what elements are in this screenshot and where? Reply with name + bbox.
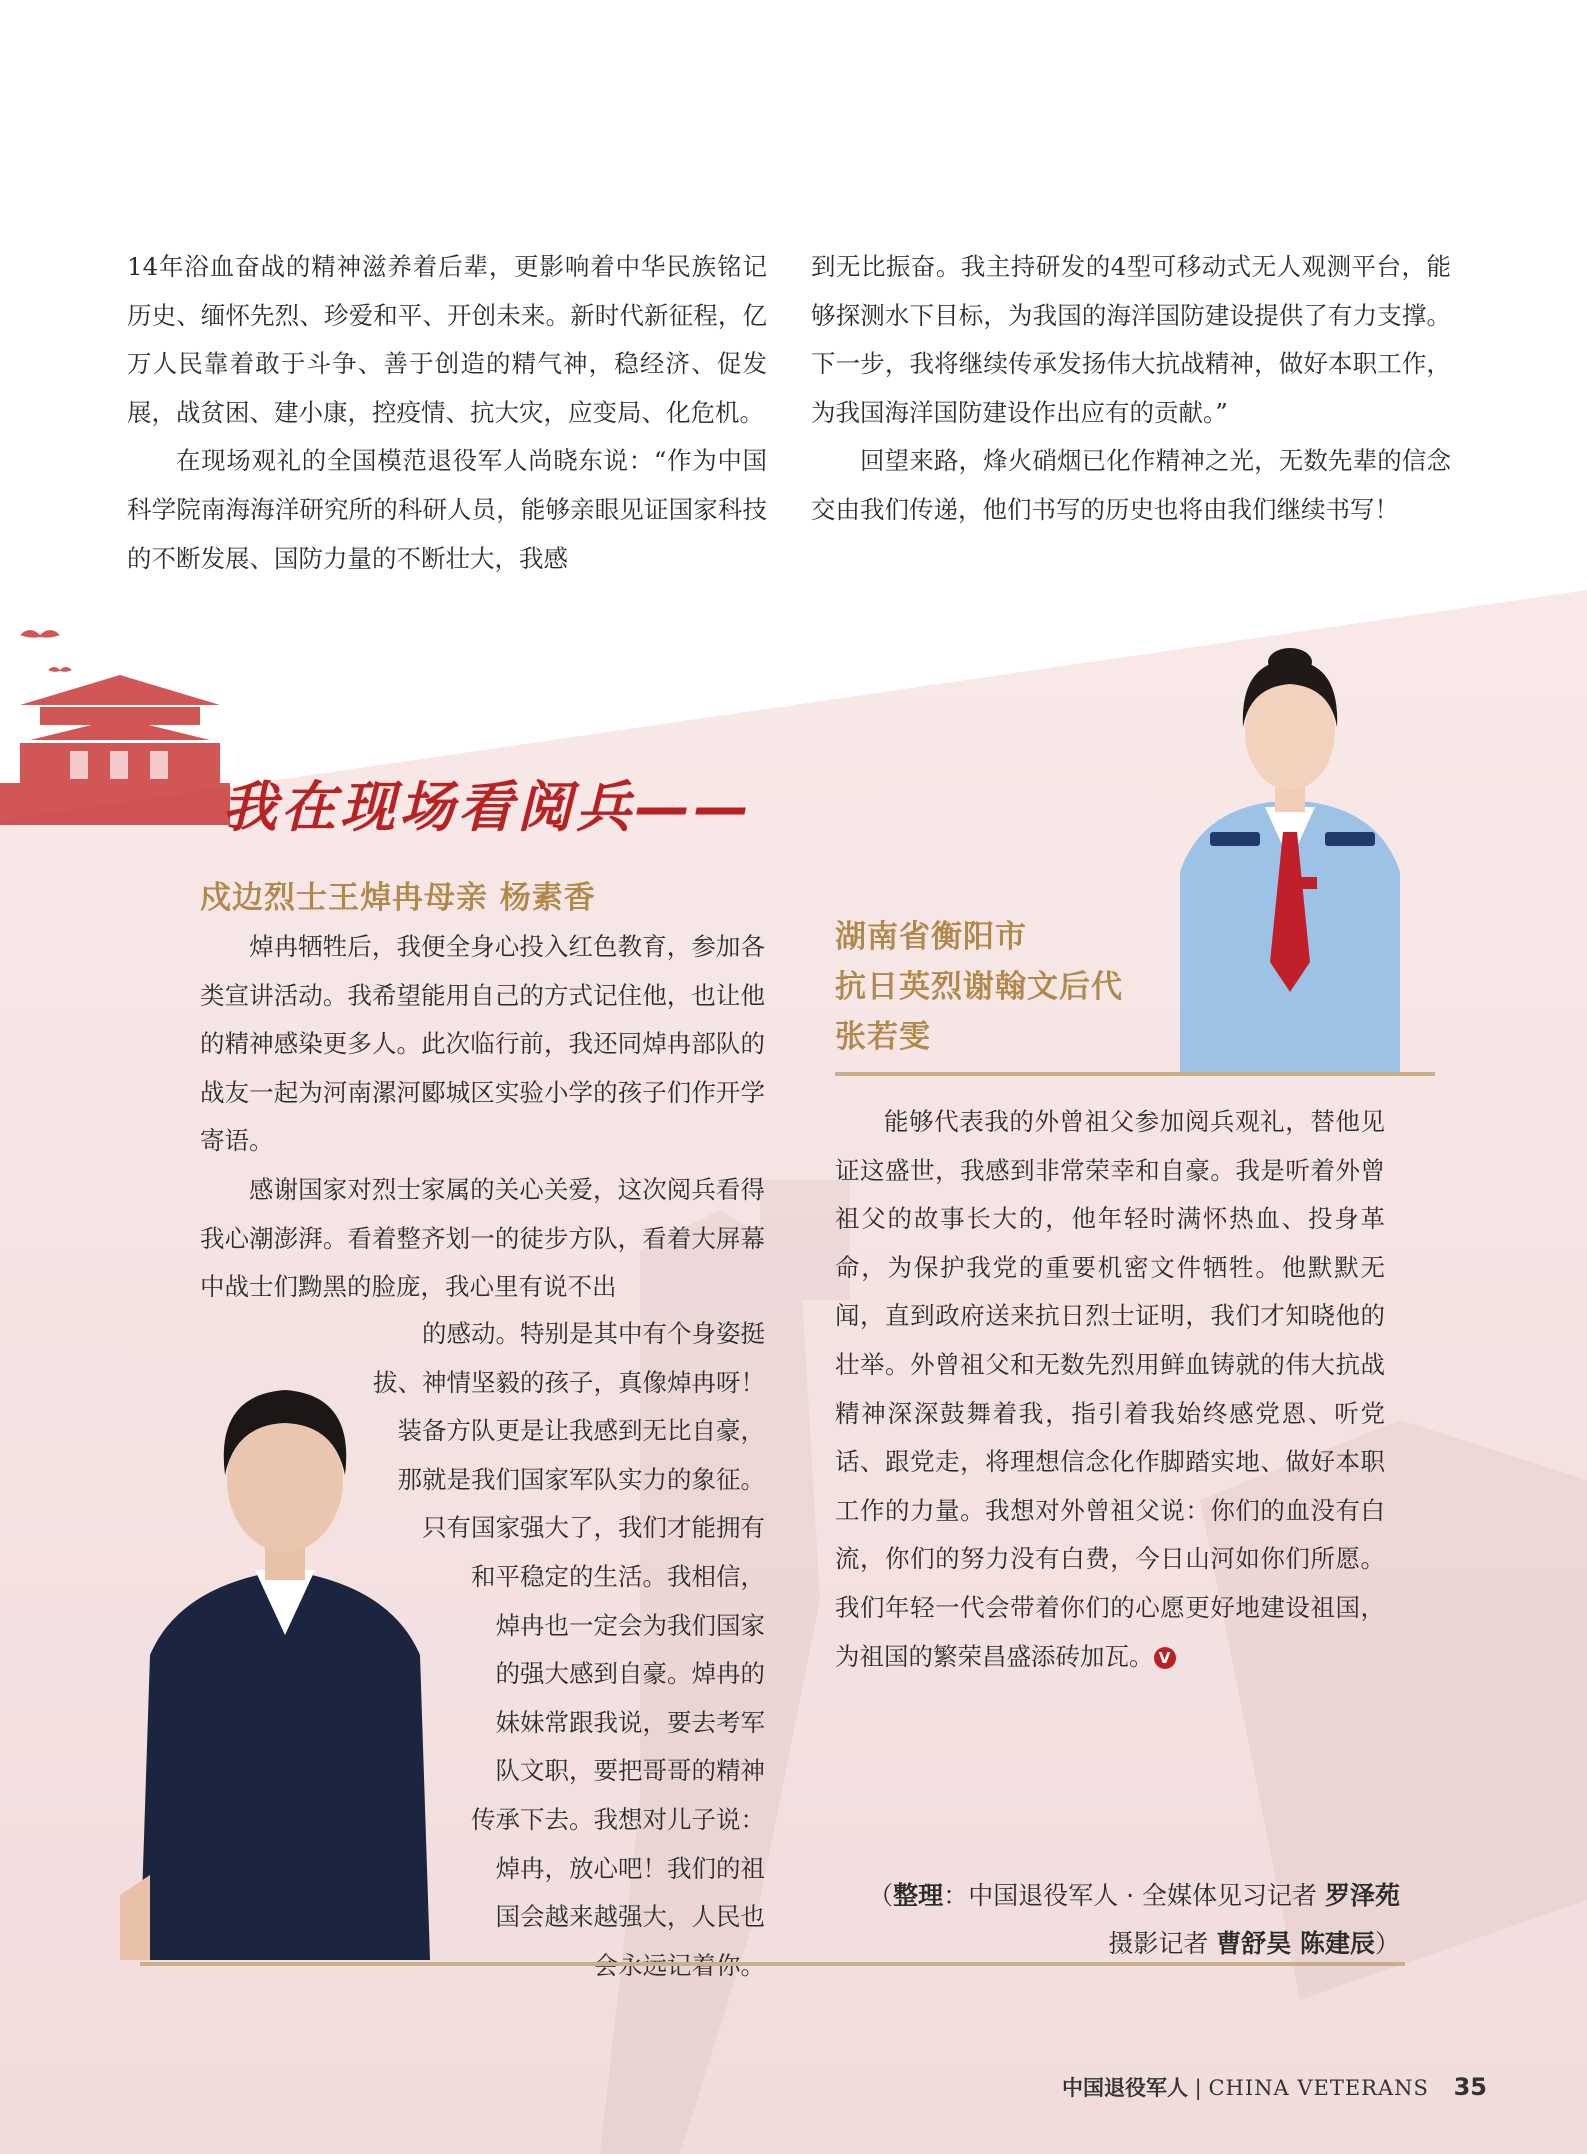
intro-paragraph-4: 回望来路，烽火硝烟已化作精神之光，无数先辈的信念交由我们传递，他们书写的历史也将由我们继续书写！ bbox=[811, 446, 1451, 524]
credits-reporter-name: 罗泽苑 bbox=[1324, 1881, 1400, 1910]
intro-right-column bbox=[811, 243, 1451, 535]
tiananmen-gate-illustration bbox=[0, 615, 230, 825]
section-title: 我在现场看阅兵—— bbox=[222, 775, 754, 839]
credits-label: 整理 bbox=[893, 1881, 944, 1910]
mother-wrap-line: 队文职，要把哥哥的精神 bbox=[495, 1756, 765, 1786]
credits-bracket-close: ） bbox=[1374, 1929, 1400, 1958]
mother-wrap-text bbox=[200, 1310, 765, 1990]
zhang-heading-line-1: 湖南省衡阳市 bbox=[835, 919, 1027, 955]
credits-line-2 bbox=[835, 1920, 1400, 1968]
credits-line-1 bbox=[835, 1872, 1400, 1920]
zhang-heading-line-3: 张若雯 bbox=[835, 1019, 931, 1055]
mother-paragraph-2: 感谢国家对烈士家属的关心关爱，这次阅兵看得我心潮澎湃。看着整齐划一的徒步方队，看着大屏幕中战士们黝黑的脸庞，我心里有说不出 bbox=[200, 1174, 765, 1302]
footer-separator: | bbox=[1194, 2076, 1202, 2100]
bottom-divider bbox=[140, 1962, 1405, 1966]
zhang-heading bbox=[835, 912, 1165, 1062]
mother-wrap-line: 传承下去。我想对儿子说： bbox=[471, 1804, 765, 1834]
mother-paragraph-1: 焯冉牺牲后，我便全身心投入红色教育，参加各类宣讲活动。我希望能用自己的方式记住他，也让他的精神感染更多人。此次临行前，我还同焯冉部队的战友一起为河南漯河郾城区实验小学的孩子们作开学寄语。 bbox=[200, 932, 765, 1156]
zhang-paragraph bbox=[835, 1098, 1385, 1681]
credits-bracket-open: （ bbox=[868, 1881, 894, 1910]
page-footer bbox=[1062, 2072, 1487, 2102]
credits-photographer-names: 曹舒昊 陈建辰 bbox=[1216, 1929, 1375, 1958]
mother-wrap-line: 的强大感到自豪。焯冉的 bbox=[495, 1659, 765, 1689]
zhang-heading-line-2: 抗日英烈谢翰文后代 bbox=[835, 969, 1123, 1005]
mother-wrap-line: 那就是我们国家军队实力的象征。 bbox=[397, 1464, 765, 1494]
credits-reporter-title: ：中国退役军人 · 全媒体见习记者 bbox=[943, 1881, 1325, 1910]
mother-text-top bbox=[200, 923, 765, 1312]
intro-left-column bbox=[127, 243, 767, 583]
magazine-name-cn: 中国退役军人 bbox=[1061, 2076, 1188, 2100]
mother-wrap-line: 只有国家强大了，我们才能拥有 bbox=[422, 1513, 765, 1543]
zhang-paragraph-text: 能够代表我的外曾祖父参加阅兵观礼，替他见证这盛世，我感到非常荣幸和自豪。我是听着外曾祖父的故事长大的，他年轻时满怀热血、投身革命，为保护我党的重要机密文件牺牲。他默默无闻，直到政府送来抗日烈士证明，我们才知晓他的壮举。外曾祖父和无数先烈用鲜血铸就的伟大抗战精神深深鼓舞着我，指引着我始终感党恩、听党话、跟党走，将理想信念化作脚踏实地、做好本职工作的力量。我想对外曾祖父说：你们的血没有白流，你们的努力没有白费，今日山河如你们所愿。我们年轻一代会带着你们的心愿更好地建设祖国，为祖国的繁荣昌盛添砖加瓦。 bbox=[835, 1107, 1385, 1671]
mother-wrap-line: 拔、神情坚毅的孩子，真像焯冉呀！ bbox=[373, 1367, 765, 1397]
mother-wrap-line bbox=[200, 1942, 765, 1991]
zhang-text bbox=[835, 1098, 1385, 1681]
zhang-heading-divider bbox=[835, 1072, 1435, 1076]
intro-paragraph-2: 在现场观礼的全国模范退役军人尚晓东说：“作为中国科学院南海海洋研究所的科研人员，能够亲眼见证国家科技的不断发展、国防力量的不断壮大，我感 bbox=[127, 446, 767, 573]
intro-paragraph-3: 到无比振奋。我主持研发的4型可移动式无人观测平台，能够探测水下目标，为我国的海洋国防建设提供了有力支撑。下一步，我将继续传承发扬伟大抗战精神，做好本职工作，为我国海洋国防建设作出应有的贡献。” bbox=[811, 252, 1451, 427]
mother-wrap-line: 妹妹常跟我说，要去考军 bbox=[495, 1707, 765, 1737]
mother-wrap-line: 国会越来越强大，人民也 bbox=[495, 1902, 765, 1932]
mother-heading: 戍边烈士王焯冉母亲 杨素香 bbox=[200, 880, 596, 916]
page-number: 35 bbox=[1453, 2073, 1487, 2101]
zhang-ruowen-portrait bbox=[1140, 632, 1440, 1074]
mother-wrap-line: 的感动。特别是其中有个身姿挺 bbox=[422, 1319, 765, 1348]
mother-wrap-line: 焯冉，放心吧！我们的祖 bbox=[495, 1853, 765, 1883]
mother-wrap-line: 焯冉也一定会为我们国家 bbox=[495, 1610, 765, 1640]
intro-paragraph-1: 14年浴血奋战的精神滋养着后辈，更影响着中华民族铭记历史、缅怀先烈、珍爱和平、开创未来。新时代新征程，亿万人民靠着敢于斗争、善于创造的精气神，稳经济、促发展，战贫困、建小康，控疫情、抗大灾，应变局、化危机。 bbox=[127, 252, 767, 427]
end-mark-icon: V bbox=[1154, 1647, 1176, 1669]
mother-wrap-line: 和平稳定的生活。我相信， bbox=[471, 1561, 765, 1591]
magazine-name-en: CHINA VETERANS bbox=[1208, 2076, 1429, 2100]
mother-wrap-line: 装备方队更是让我感到无比自豪， bbox=[397, 1416, 765, 1446]
credits-photographer-title: 摄影记者 bbox=[1108, 1929, 1217, 1958]
credits bbox=[835, 1872, 1400, 1968]
